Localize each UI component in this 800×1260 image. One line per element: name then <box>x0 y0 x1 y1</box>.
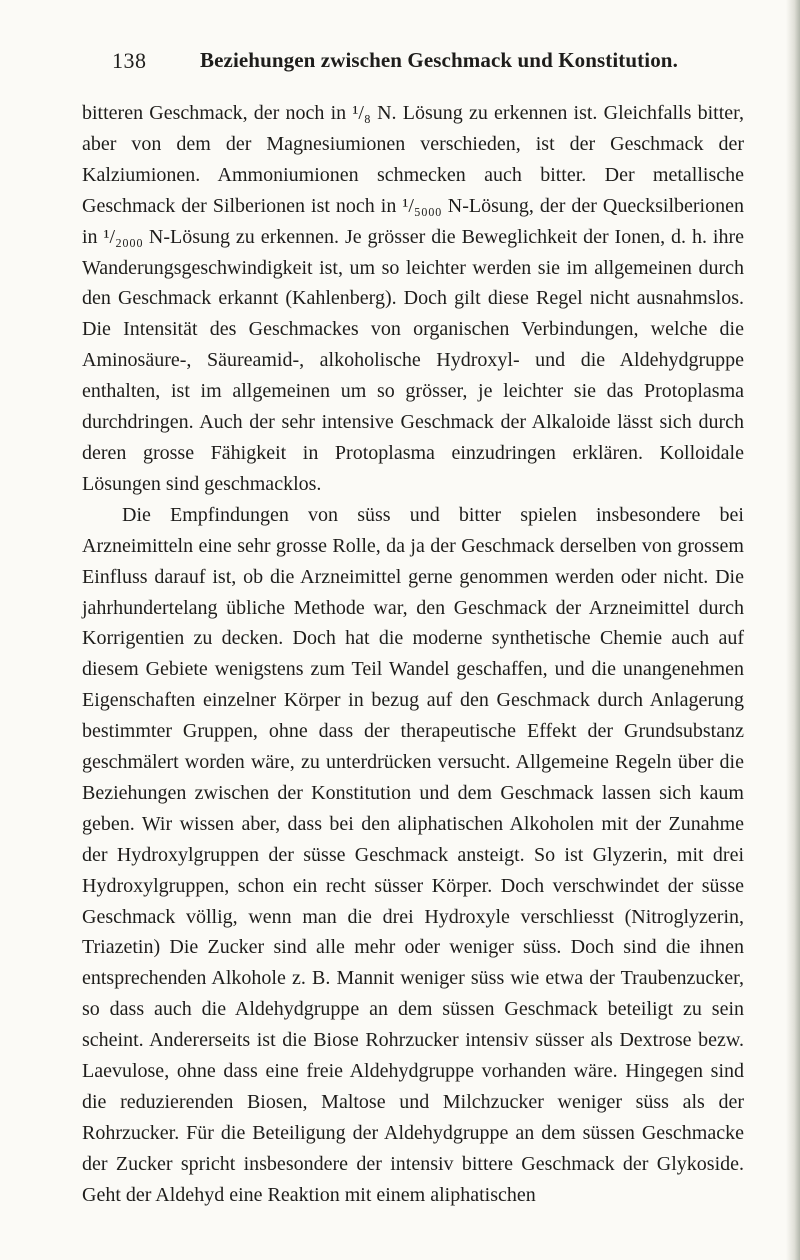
page-edge-shadow <box>786 0 800 1260</box>
running-head: Beziehungen zwischen Geschmack und Konstitution. <box>200 48 678 72</box>
paragraph-1: bitteren Geschmack, der noch in ¹/₈ N. Lösung zu erkennen ist. Gleichfalls bitter, aber von dem der Magnesiumionen verschieden, ist der Geschmack der Kalziumionen. Ammoniumionen schmecken auch bitter. Der metallische Geschmack der Silberionen ist noch in ¹/₅₀₀₀ N-Lösung, der der Quecksilberionen in ¹/₂₀₀₀ N-Lösung zu erkennen. Je grösser die Beweglichkeit der Ionen, d. h. ihre Wanderungsgeschwindigkeit ist, um so leichter werden sie im allgemeinen durch den Geschmack erkannt (Kahlenberg). Doch gilt diese Regel nicht ausnahmslos. Die Intensität des Geschmackes von organischen Verbindungen, welche die Aminosäure-, Säureamid-, alkoholische Hydroxyl- und die Aldehydgruppe enthalten, ist im allgemeinen um so grösser, je leichter sie das Protoplasma durchdringen. Auch der sehr intensive Geschmack der Alkaloide lässt sich durch deren grosse Fähigkeit in Protoplasma einzudringen erklären. Kolloidale Lösungen sind geschmacklos. <box>82 102 744 495</box>
paragraph-2: Die Empfindungen von süss und bitter spielen insbesondere bei Arzneimitteln eine sehr grosse Rolle, da ja der Geschmack derselben von grossem Einfluss darauf ist, ob die Arzneimittel gerne genommen werden oder nicht. Die jahrhundertelang übliche Methode war, den Geschmack der Arzneimittel durch Korrigentien zu decken. Doch hat die moderne synthetische Chemie auch auf diesem Gebiete wenigstens zum Teil Wandel geschaffen, und die unangenehmen Eigenschaften einzelner Körper in bezug auf den Geschmack durch Anlagerung bestimmter Gruppen, ohne dass der therapeutische Effekt der Grundsubstanz geschmälert worden wäre, zu unterdrücken versucht. Allgemeine Regeln über die Beziehungen zwischen der Konstitution und dem Geschmack lassen sich kaum geben. Wir wissen aber, dass bei den aliphatischen Alkoholen mit der Zunahme der Hydroxylgruppen der süsse Geschmack ansteigt. So ist Glyzerin, mit drei Hydroxylgruppen, schon ein recht süsser Körper. Doch verschwindet der süsse Geschmack völlig, wenn man die drei Hydroxyle verschliesst (Nitroglyzerin, Triazetin) Die Zucker sind alle mehr oder weniger süss. Doch sind die ihnen entsprechenden Alkohole z. B. Mannit weniger süss wie etwa der Traubenzucker, so dass auch die Aldehydgruppe an dem süssen Geschmack beteiligt zu sein scheint. Andererseits ist die Biose Rohrzucker intensiv süsser als Dextrose bezw. Laevulose, ohne dass eine freie Aldehydgruppe vorhanden wäre. Hingegen sind die reduzierenden Biosen, Maltose und Milchzucker weniger süss als der Rohrzucker. Für die Beteiligung der Aldehydgruppe an dem süssen Geschmacke der Zucker spricht insbesondere der intensiv bittere Geschmack der Glykoside. Geht der Aldehyd eine Reaktion mit einem aliphatischen <box>82 503 744 1206</box>
body-text <box>82 98 744 1211</box>
page-number: 138 <box>112 48 147 73</box>
page-header <box>112 48 742 82</box>
